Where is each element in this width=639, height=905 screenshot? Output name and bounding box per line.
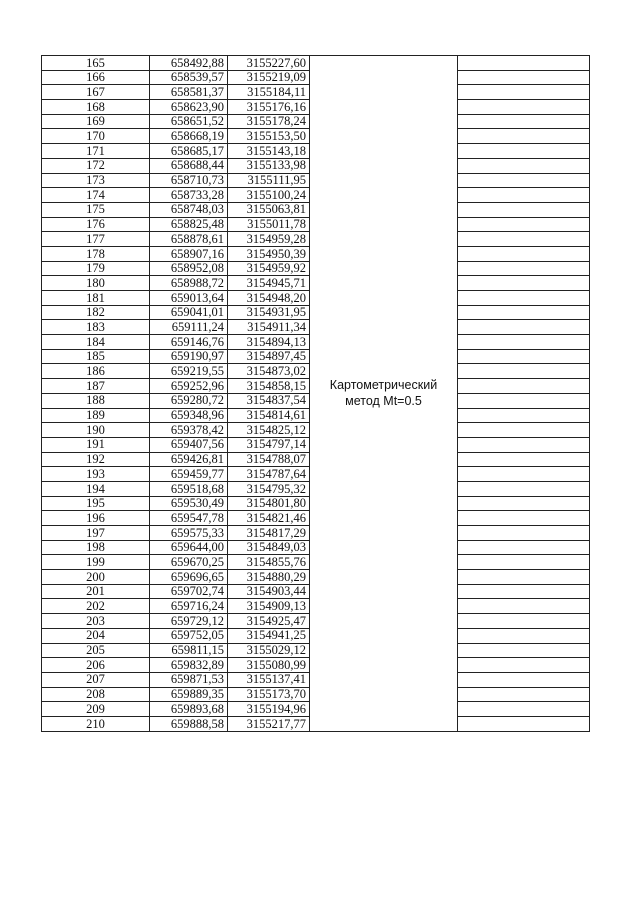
point-number-cell: 196 [42,511,150,526]
y-coordinate-cell: 3154941,25 [228,628,310,643]
y-coordinate-cell: 3154897,45 [228,349,310,364]
point-number-cell: 203 [42,614,150,629]
empty-cell [458,246,590,261]
y-coordinate-cell: 3154880,29 [228,570,310,585]
x-coordinate-cell: 659348,96 [150,408,228,423]
empty-cell [458,158,590,173]
y-coordinate-cell: 3154788,07 [228,452,310,467]
point-number-cell: 191 [42,437,150,452]
x-coordinate-cell: 658685,17 [150,144,228,159]
empty-cell [458,540,590,555]
empty-cell [458,687,590,702]
empty-cell [458,100,590,115]
y-coordinate-cell: 3155178,24 [228,114,310,129]
empty-cell [458,56,590,71]
method-note-cell [310,56,458,732]
point-number-cell: 180 [42,276,150,291]
y-coordinate-cell: 3154858,15 [228,379,310,394]
y-coordinate-cell: 3154795,32 [228,481,310,496]
y-coordinate-cell: 3154873,02 [228,364,310,379]
x-coordinate-cell: 659407,56 [150,437,228,452]
y-coordinate-cell: 3155176,16 [228,100,310,115]
x-coordinate-cell: 659670,25 [150,555,228,570]
x-coordinate-cell: 658733,28 [150,188,228,203]
point-number-cell: 199 [42,555,150,570]
point-number-cell: 204 [42,628,150,643]
point-number-cell: 206 [42,658,150,673]
y-coordinate-cell: 3154925,47 [228,614,310,629]
point-number-cell: 195 [42,496,150,511]
x-coordinate-cell: 658492,88 [150,56,228,71]
point-number-cell: 189 [42,408,150,423]
point-number-cell: 174 [42,188,150,203]
empty-cell [458,173,590,188]
x-coordinate-cell: 659190,97 [150,349,228,364]
y-coordinate-cell: 3155184,11 [228,85,310,100]
x-coordinate-cell: 658688,44 [150,158,228,173]
x-coordinate-cell: 659426,81 [150,452,228,467]
empty-cell [458,379,590,394]
y-coordinate-cell: 3154931,95 [228,305,310,320]
empty-cell [458,628,590,643]
y-coordinate-cell: 3155219,09 [228,70,310,85]
x-coordinate-cell: 659752,05 [150,628,228,643]
x-coordinate-cell: 659832,89 [150,658,228,673]
point-number-cell: 182 [42,305,150,320]
y-coordinate-cell: 3154837,54 [228,393,310,408]
y-coordinate-cell: 3155111,95 [228,173,310,188]
empty-cell [458,202,590,217]
x-coordinate-cell: 659871,53 [150,672,228,687]
point-number-cell: 179 [42,261,150,276]
empty-cell [458,217,590,232]
x-coordinate-cell: 658825,48 [150,217,228,232]
empty-cell [458,526,590,541]
y-coordinate-cell: 3155194,96 [228,702,310,717]
empty-cell [458,584,590,599]
y-coordinate-cell: 3154894,13 [228,335,310,350]
empty-cell [458,232,590,247]
y-coordinate-cell: 3154909,13 [228,599,310,614]
y-coordinate-cell: 3154814,61 [228,408,310,423]
x-coordinate-cell: 659518,68 [150,481,228,496]
point-number-cell: 172 [42,158,150,173]
point-number-cell: 181 [42,291,150,306]
coordinates-table [41,55,590,732]
point-number-cell: 178 [42,246,150,261]
point-number-cell: 197 [42,526,150,541]
empty-cell [458,496,590,511]
x-coordinate-cell: 659644,00 [150,540,228,555]
point-number-cell: 205 [42,643,150,658]
empty-cell [458,716,590,731]
point-number-cell: 176 [42,217,150,232]
point-number-cell: 193 [42,467,150,482]
point-number-cell: 188 [42,393,150,408]
point-number-cell: 166 [42,70,150,85]
x-coordinate-cell: 658651,52 [150,114,228,129]
y-coordinate-cell: 3154945,71 [228,276,310,291]
y-coordinate-cell: 3155133,98 [228,158,310,173]
empty-cell [458,570,590,585]
empty-cell [458,702,590,717]
x-coordinate-cell: 659252,96 [150,379,228,394]
x-coordinate-cell: 658668,19 [150,129,228,144]
x-coordinate-cell: 659729,12 [150,614,228,629]
y-coordinate-cell: 3154959,92 [228,261,310,276]
point-number-cell: 175 [42,202,150,217]
empty-cell [458,614,590,629]
empty-cell [458,188,590,203]
x-coordinate-cell: 659378,42 [150,423,228,438]
x-coordinate-cell: 658988,72 [150,276,228,291]
y-coordinate-cell: 3155063,81 [228,202,310,217]
y-coordinate-cell: 3155173,70 [228,687,310,702]
table-row [42,56,590,71]
empty-cell [458,129,590,144]
x-coordinate-cell: 659111,24 [150,320,228,335]
point-number-cell: 209 [42,702,150,717]
empty-cell [458,305,590,320]
y-coordinate-cell: 3155080,99 [228,658,310,673]
y-coordinate-cell: 3155029,12 [228,643,310,658]
x-coordinate-cell: 659811,15 [150,643,228,658]
empty-cell [458,144,590,159]
y-coordinate-cell: 3154948,20 [228,291,310,306]
y-coordinate-cell: 3154787,64 [228,467,310,482]
x-coordinate-cell: 658581,37 [150,85,228,100]
empty-cell [458,452,590,467]
point-number-cell: 210 [42,716,150,731]
x-coordinate-cell: 659716,24 [150,599,228,614]
method-note-line-1: Картометрический [329,378,438,393]
y-coordinate-cell: 3155217,77 [228,716,310,731]
point-number-cell: 186 [42,364,150,379]
empty-cell [458,349,590,364]
method-note-line-2: метод Mt=0.5 [345,394,422,409]
empty-cell [458,408,590,423]
empty-cell [458,599,590,614]
empty-cell [458,393,590,408]
x-coordinate-cell: 659013,64 [150,291,228,306]
point-number-cell: 183 [42,320,150,335]
x-coordinate-cell: 659888,58 [150,716,228,731]
x-coordinate-cell: 659280,72 [150,393,228,408]
empty-cell [458,276,590,291]
empty-cell [458,467,590,482]
y-coordinate-cell: 3155011,78 [228,217,310,232]
y-coordinate-cell: 3154855,76 [228,555,310,570]
x-coordinate-cell: 658748,03 [150,202,228,217]
point-number-cell: 190 [42,423,150,438]
y-coordinate-cell: 3155143,18 [228,144,310,159]
y-coordinate-cell: 3154801,80 [228,496,310,511]
empty-cell [458,511,590,526]
empty-cell [458,437,590,452]
empty-cell [458,85,590,100]
point-number-cell: 165 [42,56,150,71]
x-coordinate-cell: 659702,74 [150,584,228,599]
empty-cell [458,70,590,85]
point-number-cell: 169 [42,114,150,129]
empty-cell [458,364,590,379]
y-coordinate-cell: 3154797,14 [228,437,310,452]
x-coordinate-cell: 658952,08 [150,261,228,276]
x-coordinate-cell: 659696,65 [150,570,228,585]
point-number-cell: 201 [42,584,150,599]
x-coordinate-cell: 659893,68 [150,702,228,717]
y-coordinate-cell: 3154950,39 [228,246,310,261]
empty-cell [458,643,590,658]
empty-cell [458,114,590,129]
empty-cell [458,481,590,496]
point-number-cell: 173 [42,173,150,188]
y-coordinate-cell: 3154821,46 [228,511,310,526]
y-coordinate-cell: 3154817,29 [228,526,310,541]
point-number-cell: 170 [42,129,150,144]
coordinates-table-body [42,56,590,732]
point-number-cell: 185 [42,349,150,364]
point-number-cell: 194 [42,481,150,496]
x-coordinate-cell: 658623,90 [150,100,228,115]
x-coordinate-cell: 658539,57 [150,70,228,85]
point-number-cell: 167 [42,85,150,100]
empty-cell [458,658,590,673]
point-number-cell: 171 [42,144,150,159]
x-coordinate-cell: 659459,77 [150,467,228,482]
point-number-cell: 202 [42,599,150,614]
point-number-cell: 192 [42,452,150,467]
y-coordinate-cell: 3155153,50 [228,129,310,144]
x-coordinate-cell: 659146,76 [150,335,228,350]
y-coordinate-cell: 3154911,34 [228,320,310,335]
x-coordinate-cell: 658907,16 [150,246,228,261]
point-number-cell: 198 [42,540,150,555]
y-coordinate-cell: 3154959,28 [228,232,310,247]
empty-cell [458,672,590,687]
point-number-cell: 208 [42,687,150,702]
empty-cell [458,555,590,570]
point-number-cell: 207 [42,672,150,687]
y-coordinate-cell: 3154849,03 [228,540,310,555]
point-number-cell: 200 [42,570,150,585]
empty-cell [458,423,590,438]
empty-cell [458,291,590,306]
empty-cell [458,335,590,350]
x-coordinate-cell: 658878,61 [150,232,228,247]
point-number-cell: 177 [42,232,150,247]
y-coordinate-cell: 3155100,24 [228,188,310,203]
x-coordinate-cell: 659219,55 [150,364,228,379]
empty-cell [458,261,590,276]
x-coordinate-cell: 659530,49 [150,496,228,511]
y-coordinate-cell: 3154825,12 [228,423,310,438]
y-coordinate-cell: 3155137,41 [228,672,310,687]
y-coordinate-cell: 3154903,44 [228,584,310,599]
x-coordinate-cell: 659575,33 [150,526,228,541]
y-coordinate-cell: 3155227,60 [228,56,310,71]
x-coordinate-cell: 659889,35 [150,687,228,702]
x-coordinate-cell: 658710,73 [150,173,228,188]
point-number-cell: 184 [42,335,150,350]
empty-cell [458,320,590,335]
point-number-cell: 168 [42,100,150,115]
point-number-cell: 187 [42,379,150,394]
x-coordinate-cell: 659041,01 [150,305,228,320]
x-coordinate-cell: 659547,78 [150,511,228,526]
